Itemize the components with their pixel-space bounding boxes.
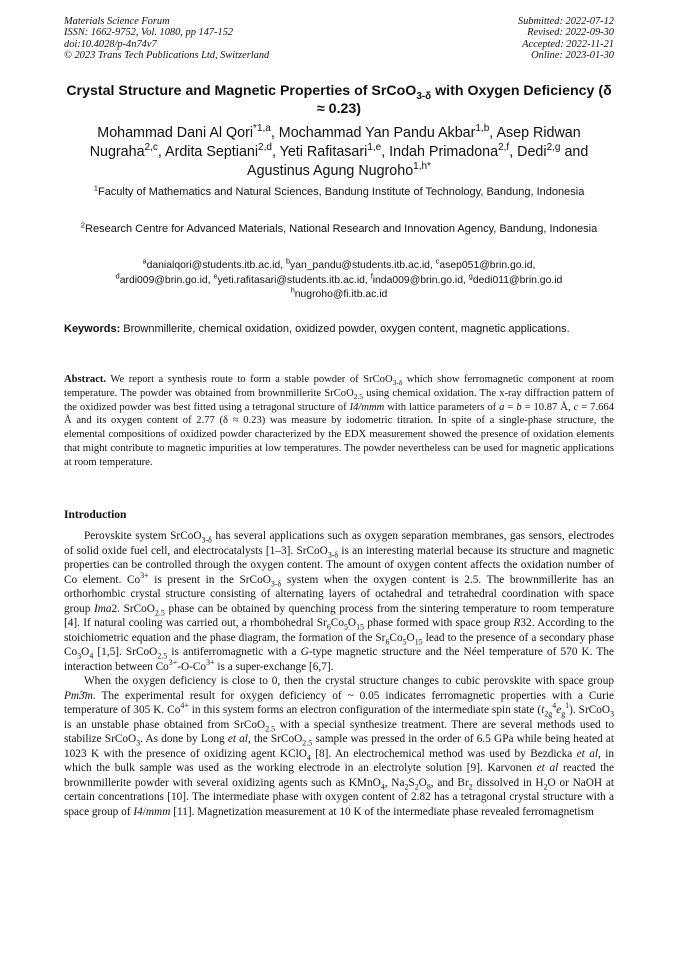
text-run: is present in the SrCoO <box>148 573 271 586</box>
text-run: sample was pressed in the order of 6.5 GPa while being heated at 1023 K with the presence of oxidizing agent KClO <box>64 733 614 760</box>
subscript: 15 <box>356 622 364 632</box>
subscript: 2 <box>404 781 409 791</box>
superscript: 4+ <box>180 701 189 711</box>
text-run: phase can be obtained by quenching process from the sintering temperature to room temperature [4]. If natural cooling was carried out, a rhombohedral Sr <box>64 602 614 629</box>
email-marker: h <box>290 285 295 295</box>
affiliation-2 <box>64 222 614 236</box>
email-address: yan_pandu@students.itb.ac.id, <box>290 260 436 271</box>
author-affiliation-marker: 2,d <box>258 142 272 154</box>
superscript: 4 <box>552 701 557 711</box>
author-affiliation-marker: 2,c <box>144 142 158 154</box>
lattice-a: a <box>499 401 505 413</box>
author-separator: and <box>560 144 589 160</box>
email-address: nugroho@fi.itb.ac.id <box>294 289 388 301</box>
text-run: O <box>81 646 90 658</box>
subscript: 3 <box>136 738 141 748</box>
text-run: . As done by Long <box>140 733 228 745</box>
author-name: Asep Ridwan Nugraha <box>89 125 581 160</box>
subscript: 2.5 <box>302 738 313 748</box>
text-run: , Na <box>384 776 405 789</box>
affiliation-marker: 1 <box>93 183 98 193</box>
italic-run: t <box>541 704 545 716</box>
subscript: 3 <box>610 709 615 719</box>
text-run: , and Br <box>430 776 469 789</box>
subscript: 2.5 <box>157 651 168 661</box>
abstract-subscript: 3-δ <box>392 378 403 388</box>
text-run: ). SrCoO <box>569 704 611 716</box>
author-name: Mohammad Dani Al Qori <box>97 125 254 141</box>
subscript: 3 <box>77 651 82 661</box>
abstract-text: = 10.87 Å, <box>521 401 574 413</box>
author-affiliation-marker: *1,a <box>253 123 271 135</box>
abstract-label: Abstract. <box>64 374 107 385</box>
superscript: 3+ <box>168 657 178 667</box>
subscript: 3-δ <box>327 549 339 559</box>
text-run: in this system forms an electron configuration of the intermediate spin state ( <box>188 704 542 716</box>
copyright: © 2023 Trans Tech Publications Ltd, Switzerland <box>64 49 270 61</box>
italic-run: et al <box>576 747 598 760</box>
author-separator: , <box>489 125 494 141</box>
author-affiliation-marker: 2,g <box>546 142 561 154</box>
email-marker: d <box>115 271 120 281</box>
text-run: [1,5]. SrCoO <box>93 646 158 658</box>
issn: ISSN: 1662-9752, Vol. 1080, pp 147-152 <box>64 27 234 39</box>
email-address: yeti.rafitasari@students.itb.ac.id, <box>217 274 371 286</box>
email-line <box>64 256 614 274</box>
email-marker: g <box>468 271 473 281</box>
keywords <box>64 322 614 336</box>
text-run: -O-Co <box>177 660 207 673</box>
email-line <box>64 285 614 303</box>
text-run: dissolved in H <box>472 776 544 789</box>
text-run: . The experimental result for oxygen deficiency of ~ 0.05 indicates ferromagnetic properties with a Curie temperature of 305 K. Co <box>64 689 614 716</box>
text-run: [8]. An electrochemical method was used by Bezdicka <box>310 747 577 760</box>
text-run: O <box>406 631 415 644</box>
author-name: Dedi <box>517 144 547 160</box>
text-run: is an interesting material because its structure and magnetic properties can be controlled through the oxygen content. The amount of oxygen content affects the oxidation number of Co element. Co <box>64 544 614 586</box>
text-run: is an unstable phase obtained from SrCoO <box>64 718 266 731</box>
affiliation-text: Faculty of Mathematics and Natural Sciences, Bandung Institute of Technology, Bandung, Indonesia <box>97 186 585 198</box>
abstract-text: = 7.664 Å and its oxygen content of 2.77 (δ ≈ 0.23) was measure by iodometric titration. In spite of a single-phase structure, the elemental compositions of oxidized powder characterized by the EDX measurement showed the presence of oxidation elements that might contribute to magnetic impurities at low temperatures. The powder nevertheless can be used for magnetic applications at room temperature. <box>64 401 614 468</box>
email-address: dedi011@brin.go.id <box>472 274 563 286</box>
title-subscript: 3-δ <box>416 90 432 102</box>
paragraph <box>64 674 614 819</box>
author-separator: , <box>157 144 166 160</box>
subscript: 4 <box>89 651 94 661</box>
italic-run: I4 <box>133 805 143 818</box>
email-marker: e <box>213 271 218 281</box>
italic-run: mmm <box>145 805 171 818</box>
paragraph <box>64 529 614 674</box>
author-separator: , <box>509 144 518 160</box>
author-affiliation-marker: 1,b <box>475 123 490 135</box>
subscript: 2.5 <box>154 607 165 617</box>
paper-title <box>64 82 614 118</box>
subscript: 8 <box>426 781 431 791</box>
abstract-text: using chemical oxidation. The x-ray diffraction pattern of the oxidized powder was best fitted using a tetragonal structure of <box>64 387 614 413</box>
revised-date: Revised: 2022-09-30 <box>527 27 614 39</box>
text-run: has several applications such as oxygen separation membranes, gas sensors, electrodes of solid oxide fuel cell, and electrocatalysts [1–3]. SrCoO <box>64 530 614 557</box>
subscript: 15 <box>414 636 423 646</box>
text-run: / <box>142 805 146 818</box>
text-run: O <box>418 776 427 789</box>
keywords-text: Brownmillerite, chemical oxidation, oxidized powder, oxygen content, magnetic applications. <box>120 323 570 335</box>
superscript: 1 <box>565 701 570 711</box>
affiliation-1 <box>64 185 614 199</box>
author-name: Yeti Rafitasari <box>279 144 368 160</box>
affiliation-text: Research Centre for Advanced Materials, National Research and Innovation Agency, Bandung, Indonesia <box>85 223 598 235</box>
title-text-2: with Oxygen Deficiency (δ ≈ 0.23) <box>316 83 612 117</box>
affiliation-marker: 2 <box>80 220 86 230</box>
subscript: 2 <box>414 781 419 791</box>
text-run: with a special synthesize treatment. There are several methods used to stabilize SrCoO <box>64 718 614 745</box>
subscript: 5 <box>343 622 348 632</box>
online-date: Online: 2023-01-30 <box>531 49 614 61</box>
text-run: 2. SrCoO <box>111 602 155 615</box>
section-heading-introduction: Introduction <box>64 509 127 521</box>
text-run: O or NaOH at certain concentrations [10]. The intermediate phase with oxygen content of 2.82 has a tetragonal crystal structure with a space group of <box>64 776 614 818</box>
text-run: is a super-exchange [6,7]. <box>214 660 334 673</box>
author-separator: , <box>270 125 279 141</box>
subscript: 2.5 <box>265 723 276 733</box>
abstract-text: with lattice parameters of <box>384 401 500 413</box>
author-name: Agustinus Agung Nugroho <box>247 163 414 179</box>
lattice-c: c <box>573 401 579 413</box>
superscript: 3+ <box>140 570 149 580</box>
email-address: danialqori@students.itb.ac.id, <box>146 260 286 271</box>
email-marker: b <box>285 256 290 266</box>
italic-run: e <box>556 704 562 716</box>
text-run: Co <box>330 617 344 629</box>
author-name: Ardita Septiani <box>165 144 259 160</box>
subscript: 6 <box>385 636 390 646</box>
accepted-date: Accepted: 2022-11-21 <box>522 38 614 50</box>
space-group: I4/mmm <box>349 401 385 413</box>
subscript: 3-δ <box>270 578 282 588</box>
abstract-text: We report a synthesis route to form a stable powder of SrCoO <box>106 374 393 385</box>
superscript: 3+ <box>206 657 215 667</box>
journal-name: Materials Science Forum <box>64 16 170 27</box>
text-run: , in which the bulk sample was used as the working electrode in an electrolyte solution [9]. Karvonen <box>64 747 614 774</box>
text-run: lead to the presence of a secondary phase Co <box>64 631 614 658</box>
abstract-subscript: 2.5 <box>353 391 364 401</box>
text-run: phase formed with space group <box>364 617 514 629</box>
author-affiliation-marker: 2,f <box>498 142 510 154</box>
text-run: S <box>408 776 415 789</box>
text-run: O <box>347 617 357 629</box>
text-run: Co <box>389 631 403 644</box>
subscript: 4 <box>306 752 311 762</box>
header-left <box>64 16 269 61</box>
email-address: ardi009@brin.go.id, <box>119 274 214 286</box>
subscript: 2 <box>468 781 473 791</box>
abstract-text: which show ferromagnetic component at room temperature. The powder was obtained from brownmillerite SrCoO <box>64 374 614 399</box>
email-line <box>64 271 614 289</box>
email-block <box>64 256 614 303</box>
abstract-text: = <box>504 401 517 413</box>
italic-run: et al <box>536 762 559 774</box>
subscript: 5 <box>402 636 407 646</box>
text-run: reacted the brownmillerite powder with several oxidizing agents such as KMnO <box>64 762 615 789</box>
email-marker: c <box>435 256 440 266</box>
subscript: 4 <box>380 781 385 791</box>
italic-run: et al <box>227 733 248 745</box>
subscript: 2 <box>543 781 548 791</box>
email-marker: f <box>370 271 373 281</box>
doi[interactable]: doi:10.4028/p-4n74v7 <box>64 38 157 50</box>
keywords-label: Keywords: <box>64 323 121 335</box>
title-text: Crystal Structure and Magnetic Properties of SrCoO <box>66 83 417 99</box>
author-separator: , <box>381 144 386 160</box>
text-run: [11]. Magnetization measurement at 10 K of the intermediate phase revealed ferromagnetism <box>170 805 594 818</box>
subscript: 3-δ <box>201 535 212 545</box>
author-affiliation-marker: 1,h* <box>413 161 431 173</box>
text-run: , the SrCoO <box>247 733 303 745</box>
abstract <box>64 373 614 470</box>
text-run: Perovskite system SrCoO <box>84 530 202 542</box>
submitted-date: Submitted: 2022-07-12 <box>517 16 614 27</box>
email-address: asep051@brin.go.id, <box>439 260 536 271</box>
header-right <box>518 16 614 61</box>
introduction-body <box>64 529 614 819</box>
text-run: is antiferromagnetic with a <box>167 646 301 658</box>
subscript: 6 <box>326 622 331 632</box>
subscript: g <box>561 709 566 719</box>
author-list <box>64 124 614 181</box>
author-separator: , <box>271 144 280 160</box>
author-affiliation-marker: 1,e <box>367 142 382 154</box>
italic-run: G <box>300 646 309 658</box>
text-run: When the oxygen deficiency is close to 0, then the crystal structure changes to cubic perovskite with space group <box>84 675 614 687</box>
email-marker: a <box>142 256 147 266</box>
author-name: Indah Primadona <box>385 144 499 160</box>
text-run: -type magnetic structure and the Néel temperature of 570 K. The interaction between Co <box>64 646 614 673</box>
italic-run: Ima <box>93 602 112 615</box>
italic-run: Pm3̄m <box>64 689 93 702</box>
subscript: 2g <box>544 709 553 719</box>
text-run: 32. According to the stoichiometric equation and the phase diagram, the formation of the Sr <box>64 617 614 644</box>
italic-run: R <box>513 617 521 629</box>
lattice-b: b <box>516 401 522 413</box>
email-address: inda009@brin.go.id, <box>372 274 469 286</box>
text-run: system when the oxygen content is 2.5. The brownmillerite has an orthorhombic crystal structure consisting of alternating layers of octahedral and tetrahedral coordination with space group <box>64 573 614 615</box>
author-name: Mochammad Yan Pandu Akbar <box>278 125 476 141</box>
